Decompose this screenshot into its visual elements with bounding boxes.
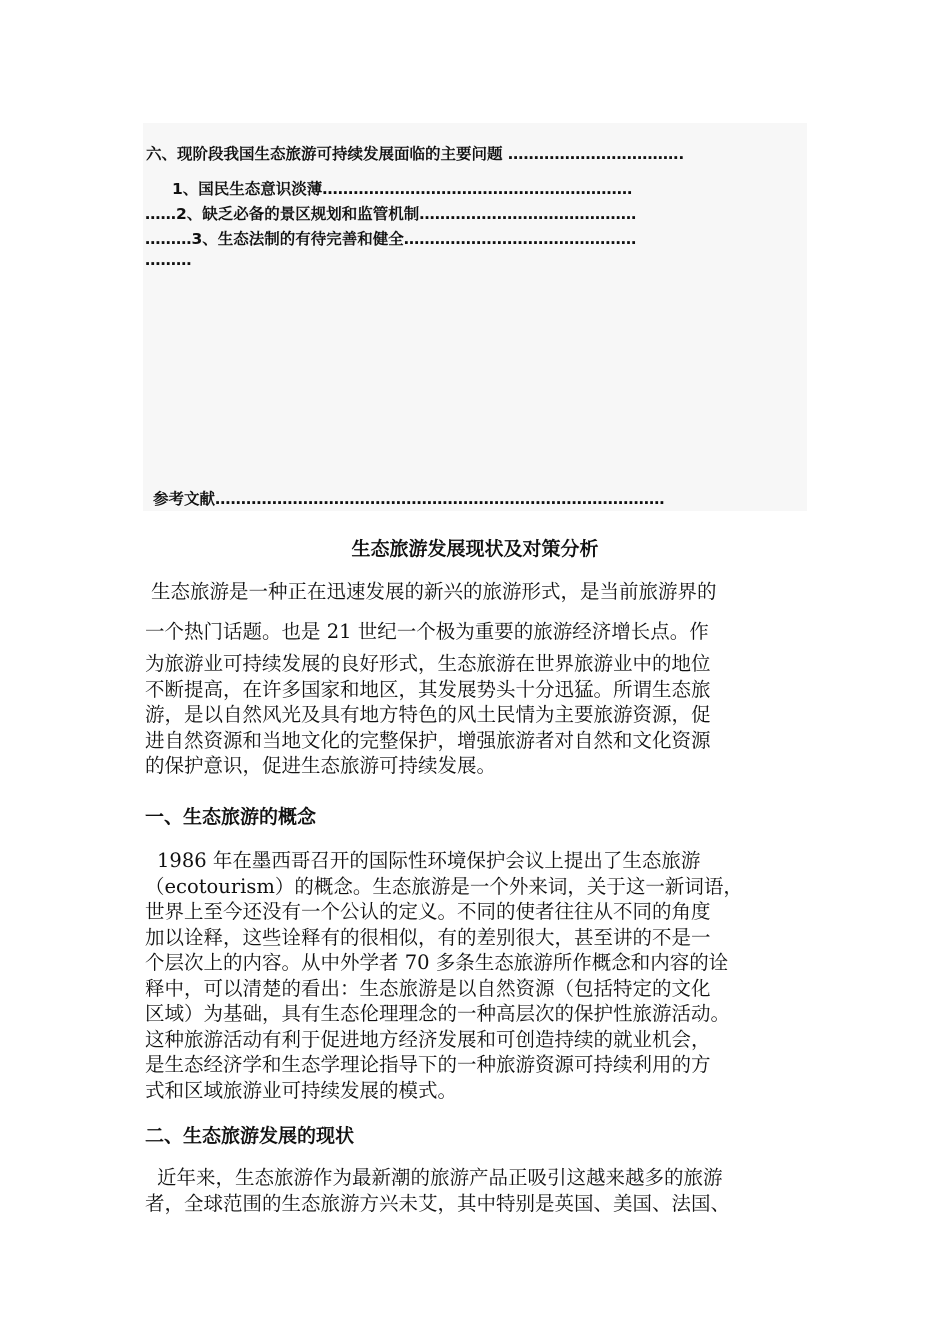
text-line: 近年来，生态旅游作为最新潮的旅游产品正吸引这越来越多的旅游	[157, 1166, 723, 1189]
text-line: 加以诠释，这些诠释有的很相似，有的差别很大，甚至讲的不是一	[145, 925, 711, 949]
intro-paragraph	[145, 579, 815, 779]
text-line: 进自然资源和当地文化的完整保护，增强旅游者对自然和文化资源	[145, 728, 711, 752]
text-line: 式和区域旅游业可持续发展的模式。	[145, 1078, 458, 1102]
concept-paragraph	[145, 848, 815, 1103]
text-line: 世界上至今还没有一个公认的定义。不同的使者往往从不同的角度	[145, 900, 711, 923]
toc-item-6[interactable]: 六、现阶段我国生态旅游可持续发展面临的主要问题 …………………………….	[146, 145, 685, 163]
toc-item-6-2[interactable]: ……2、缺乏必备的景区规划和监管机制……………………………………	[145, 205, 637, 223]
toc-references[interactable]: 参考文献……………………………………………………………………………	[153, 490, 665, 508]
text-line: 者，全球范围的生态旅游方兴未艾，其中特别是英国、美国、法国、	[145, 1191, 731, 1215]
text-line: 1986 年在墨西哥召开的国际性环境保护会议上提出了生态旅游	[157, 849, 701, 872]
text-line: 个层次上的内容。从中外学者 70 多条生态旅游所作概念和内容的诠	[145, 951, 729, 974]
text-line: 是生态经济学和生态学理论指导下的一种旅游资源可持续利用的方	[145, 1053, 711, 1076]
text-line: 区域）为基础，具有生态伦理理念的一种高层次的保护性旅游活动。	[145, 1002, 731, 1025]
text-line: 释中，可以清楚的看出：生态旅游是以自然资源（包括特定的文化	[145, 976, 711, 1000]
text-line: 游，是以自然风光及具有地方特色的风土民情为主要旅游资源，促	[145, 703, 711, 726]
section-heading-status: 二、生态旅游发展的现状	[145, 1125, 355, 1147]
text-line: 一个热门话题。也是 21 世纪一个极为重要的旅游经济增长点。作	[145, 619, 709, 643]
text-line: 这种旅游活动有利于促进地方经济发展和可创造持续的就业机会，	[145, 1027, 711, 1051]
text-line: （ecotourism）的概念。生态旅游是一个外来词，关于这一新词语，	[145, 874, 743, 898]
text-line: 为旅游业可持续发展的良好形式，生态旅游在世界旅游业中的地位	[145, 652, 711, 675]
toc-item-6-3-continued: ………	[145, 251, 192, 269]
text-line: 不断提高，在许多国家和地区，其发展势头十分迅猛。所谓生态旅	[145, 677, 711, 701]
section-heading-concept: 一、生态旅游的概念	[145, 806, 317, 828]
text-line: 的保护意识，促进生态旅游可持续发展。	[145, 754, 497, 777]
text-line: 生态旅游是一种正在迅速发展的新兴的旅游形式，是当前旅游界的	[151, 580, 717, 603]
status-paragraph	[145, 1165, 815, 1216]
toc-item-6-3[interactable]: ………3、生态法制的有待完善和健全………………………………………	[145, 230, 637, 248]
toc-item-6-1[interactable]: 1、国民生态意识淡薄……………………………………………………	[172, 180, 633, 198]
document-title: 生态旅游发展现状及对策分析	[351, 538, 599, 560]
